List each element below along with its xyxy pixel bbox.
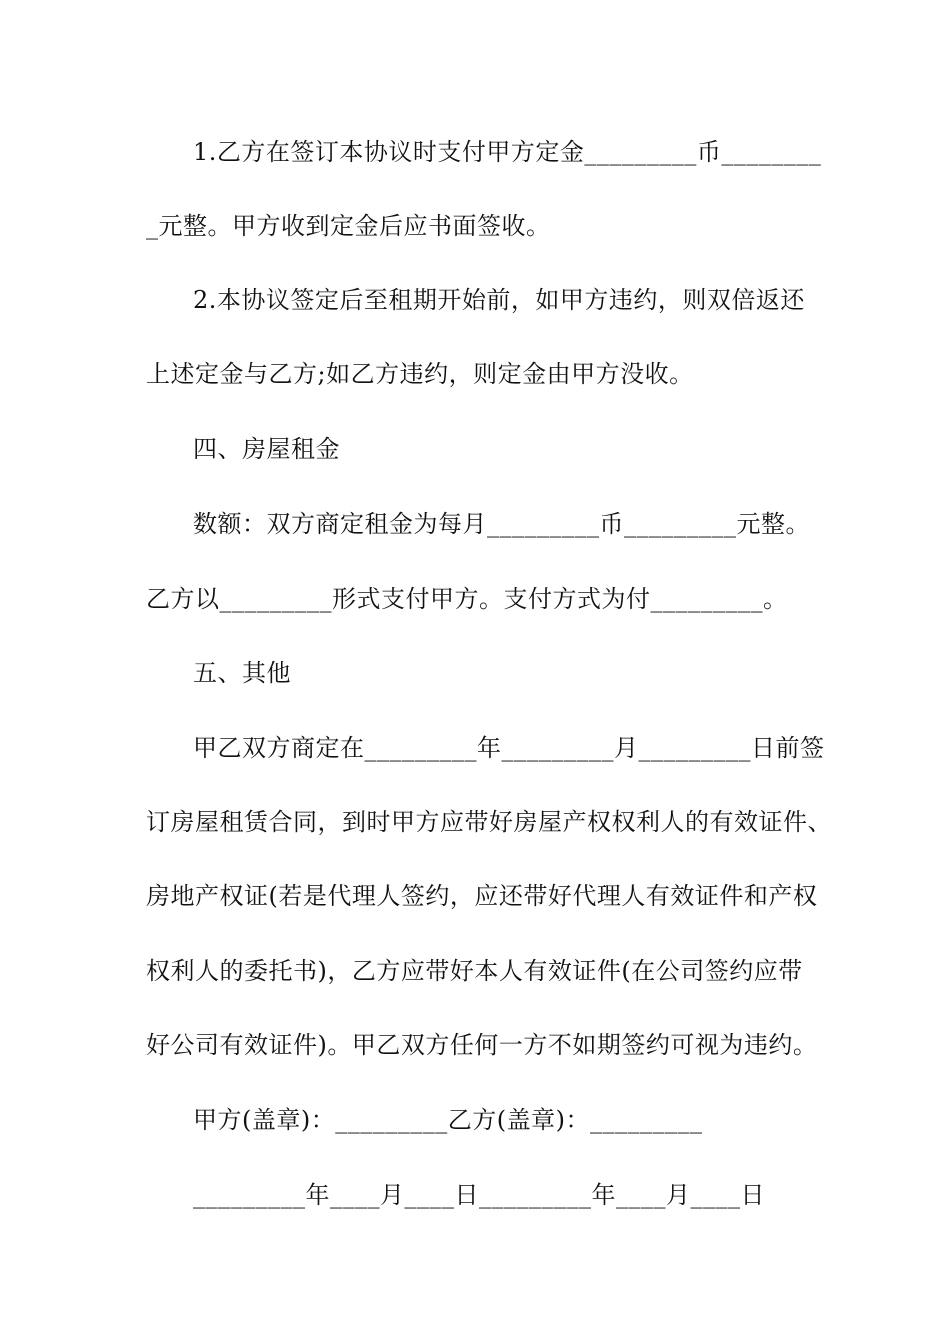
section-heading-other: 五、其他 bbox=[193, 659, 291, 687]
clause-signing-cont-2: 房地产权证(若是代理人签约，应还带好代理人有效证件和产权 bbox=[146, 882, 818, 910]
clause-deposit-payment: 1.乙方在签订本协议时支付甲方定金_________币________ bbox=[193, 138, 822, 166]
clause-rent-amount: 数额：双方商定租金为每月_________币_________元整。 bbox=[193, 510, 810, 538]
clause-deposit-payment-cont: _元整。甲方收到定金后应书面签收。 bbox=[146, 212, 551, 240]
clause-deposit-breach: 2.本协议签定后至租期开始前，如甲方违约，则双倍返还 bbox=[193, 286, 805, 314]
clause-deposit-breach-cont: 上述定金与乙方;如乙方违约，则定金由甲方没收。 bbox=[146, 360, 694, 388]
clause-signing-date: 甲乙双方商定在_________年_________月_________日前签 bbox=[193, 734, 825, 762]
date-line: _________年____月____日_________年____月____日 bbox=[193, 1181, 765, 1209]
section-heading-rent: 四、房屋租金 bbox=[193, 435, 340, 463]
clause-signing-cont-4: 好公司有效证件)。甲乙双方任何一方不如期签约可视为违约。 bbox=[146, 1031, 818, 1059]
clause-rent-payment-method: 乙方以_________形式支付甲方。支付方式为付_________。 bbox=[146, 585, 788, 613]
signature-line: 甲方(盖章)：_________乙方(盖章)：_________ bbox=[193, 1106, 703, 1134]
clause-signing-cont-1: 订房屋租赁合同，到时甲方应带好房屋产权权利人的有效证件、 bbox=[146, 808, 832, 836]
clause-signing-cont-3: 权利人的委托书)，乙方应带好本人有效证件(在公司签约应带 bbox=[146, 957, 803, 985]
